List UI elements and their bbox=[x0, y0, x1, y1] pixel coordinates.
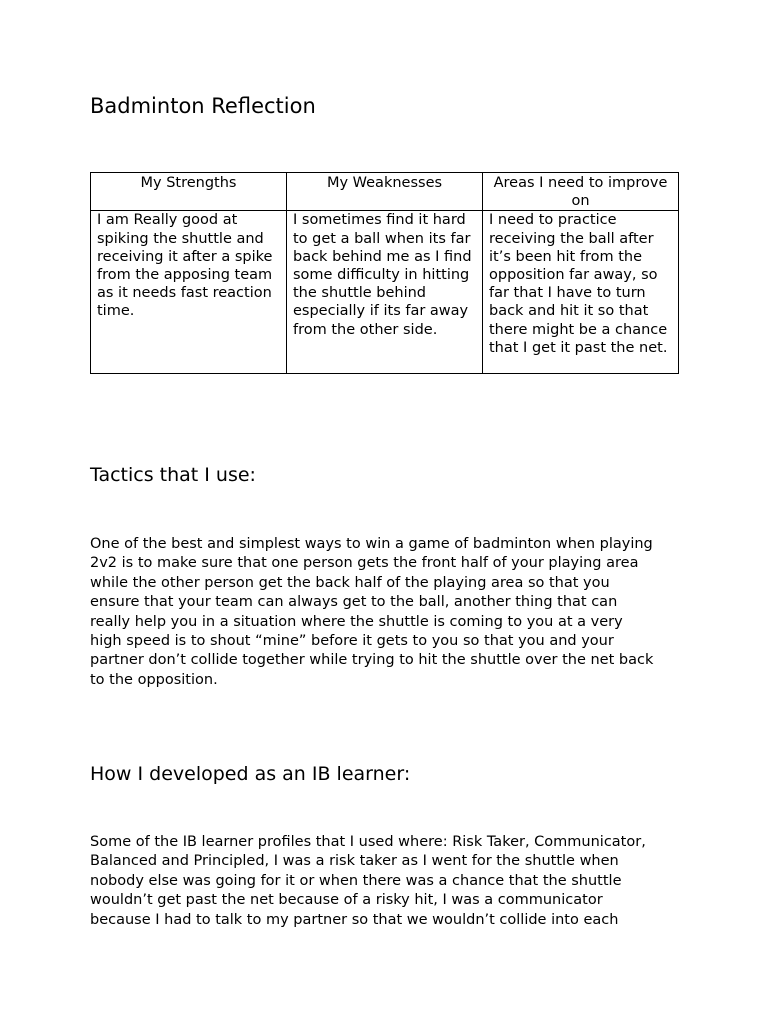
ib-learner-paragraph bbox=[90, 833, 646, 930]
document-title: Badminton Reflection bbox=[90, 94, 316, 118]
table-row bbox=[91, 211, 679, 374]
table-header-row bbox=[91, 173, 679, 211]
paragraph-line: nobody else was going for it or when there was a chance that the shuttle bbox=[90, 872, 622, 889]
paragraph-line: to the opposition. bbox=[90, 671, 218, 688]
tactics-paragraph bbox=[90, 535, 653, 690]
tactics-heading: Tactics that I use: bbox=[90, 464, 256, 486]
paragraph-line: Balanced and Principled, I was a risk taker as I went for the shuttle when bbox=[90, 853, 619, 870]
paragraph-line: One of the best and simplest ways to win a game of badminton when playing bbox=[90, 536, 653, 552]
paragraph-line: ensure that your team can always get to the ball, another thing that can bbox=[90, 594, 618, 611]
paragraph-line: 2v2 is to make sure that one person gets the front half of your playing area bbox=[90, 555, 639, 572]
paragraph-line: Some of the IB learner profiles that I used where: Risk Taker, Communicator, bbox=[90, 834, 646, 850]
header-weaknesses: My Weaknesses bbox=[287, 173, 483, 211]
reflection-table bbox=[90, 172, 679, 374]
paragraph-line: really help you in a situation where the shuttle is coming to you at a very bbox=[90, 613, 623, 630]
paragraph-line: high speed is to shout “mine” before it gets to you so that you and your bbox=[90, 633, 614, 650]
paragraph-line: while the other person get the back half of the playing area so that you bbox=[90, 574, 610, 591]
cell-areas-to-improve: I need to practice receiving the ball after it’s been hit from the opposition far away, so far that I have to turn back and hit it so that there might be a chance that I get it past the net. bbox=[483, 211, 679, 374]
paragraph-line: because I had to talk to my partner so that we wouldn’t collide into each bbox=[90, 911, 619, 928]
paragraph-line: wouldn’t get past the net because of a risky hit, I was a communicator bbox=[90, 892, 603, 909]
paragraph-line: partner don’t collide together while trying to hit the shuttle over the net back bbox=[90, 652, 654, 669]
cell-strengths: I am Really good at spiking the shuttle and receiving it after a spike from the apposing team as it needs fast reaction time. bbox=[91, 211, 287, 374]
header-strengths: My Strengths bbox=[91, 173, 287, 211]
ib-learner-heading: How I developed as an IB learner: bbox=[90, 763, 411, 785]
header-areas-to-improve: Areas I need to improve on bbox=[483, 173, 679, 211]
cell-weaknesses: I sometimes find it hard to get a ball when its far back behind me as I find some difficulty in hitting the shuttle behind especially if its far away from the other side. bbox=[287, 211, 483, 374]
